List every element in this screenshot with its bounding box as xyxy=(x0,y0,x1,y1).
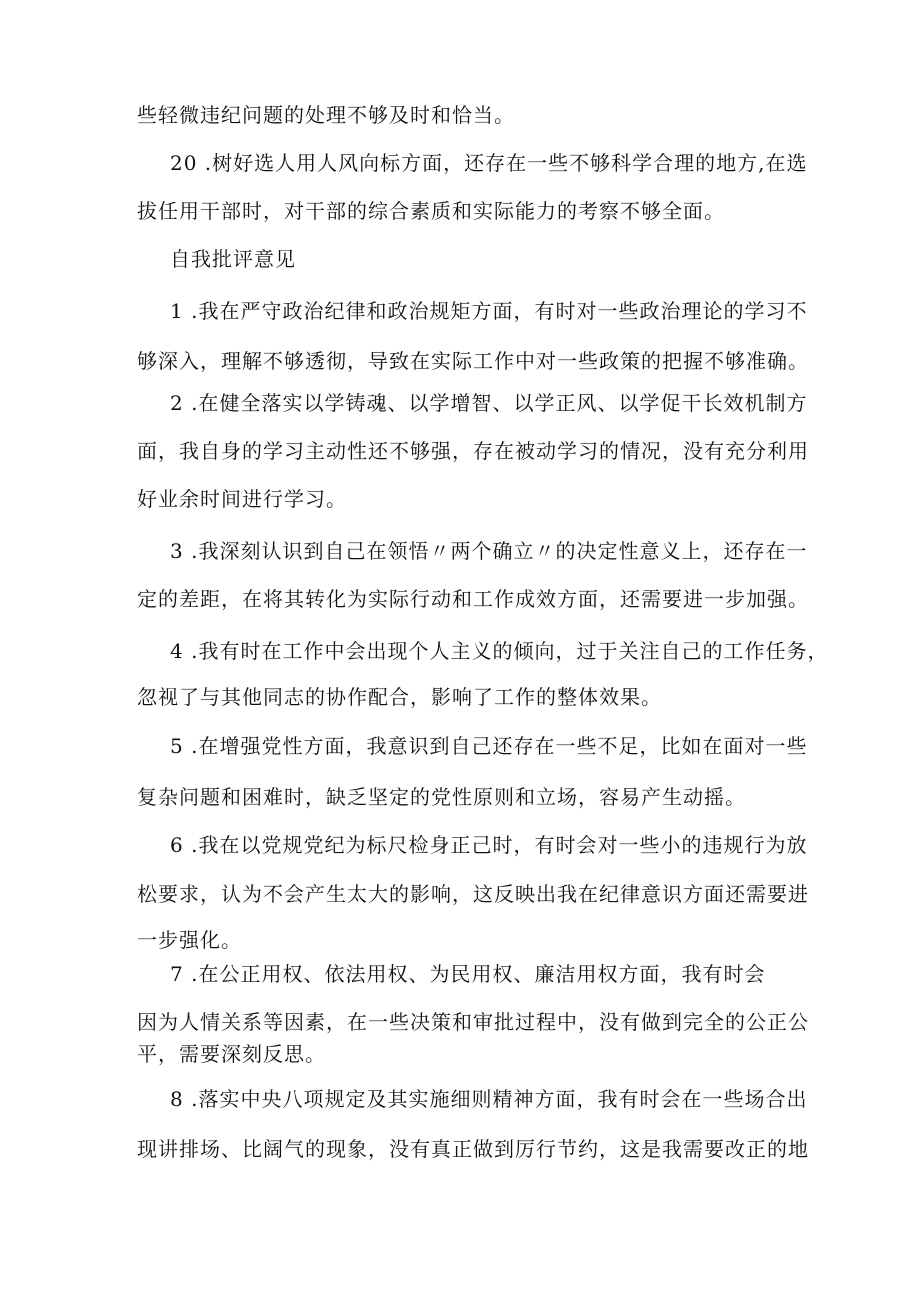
text-line: 够深入，理解不够透彻，导致在实际工作中对一些政策的把握不够准确。 xyxy=(137,349,809,373)
text-line: 6 .我在以党规党纪为标尺检身正己时，有时会对一些小的违规行为放 xyxy=(170,833,808,857)
text-line: 松要求，认为不会产生太大的影响，这反映出我在纪律意识方面还需要进 xyxy=(137,882,809,906)
text-line: 定的差距，在将其转化为实际行动和工作成效方面，还需要进一步加强。 xyxy=(137,587,809,611)
text-line: 现讲排场、比阔气的现象，没有真正做到厉行节约，这是我需要改正的地 xyxy=(137,1137,809,1161)
text-line: 些轻微违纪问题的处理不够及时和恰当。 xyxy=(137,103,515,127)
text-line: 1 .我在严守政治纪律和政治规矩方面，有时对一些政治理论的学习不 xyxy=(170,299,808,323)
text-line: 3 .我深刻认识到自己在领悟〃两个确立〃的决定性意义上，还存在一 xyxy=(170,539,808,563)
text-line: 忽视了与其他同志的协作配合，影响了工作的整体效果。 xyxy=(137,685,662,709)
text-line: 5 .在增强党性方面，我意识到自己还存在一些不足，比如在面对一些 xyxy=(170,734,808,758)
text-line: 拔任用干部时，对干部的综合素质和实际能力的考察不够全面。 xyxy=(137,199,725,223)
section-heading: 自我批评意见 xyxy=(170,247,296,271)
text-line: 2 .在健全落实以学铸魂、以学增智、以学正风、以学促干长效机制方 xyxy=(170,391,808,415)
text-line: 7 .在公正用权、依法用权、为民用权、廉洁用权方面，我有时会 xyxy=(170,962,766,986)
text-line: 平，需要深刻反思。 xyxy=(137,1042,326,1066)
text-line: 好业余时间进行学习。 xyxy=(137,487,347,511)
text-line: 4 .我有时在工作中会出现个人主义的倾向，过于关注自己的工作任务， xyxy=(170,639,829,663)
text-line: 20 .树好选人用人风向标方面，还存在一些不够科学合理的地方,在选 xyxy=(170,151,808,175)
text-line: 复杂问题和困难时，缺乏坚定的党性原则和立场，容易产生动摇。 xyxy=(137,785,746,809)
text-line: 8 .落实中央八项规定及其实施细则精神方面，我有时会在一些场合出 xyxy=(170,1087,808,1111)
text-line: 因为人情关系等因素，在一些决策和审批过程中，没有做到完全的公正公 xyxy=(137,1010,809,1034)
text-line: 一步强化。 xyxy=(137,928,242,952)
text-line: 面，我自身的学习主动性还不够强，存在被动学习的情况，没有充分利用 xyxy=(137,439,809,463)
